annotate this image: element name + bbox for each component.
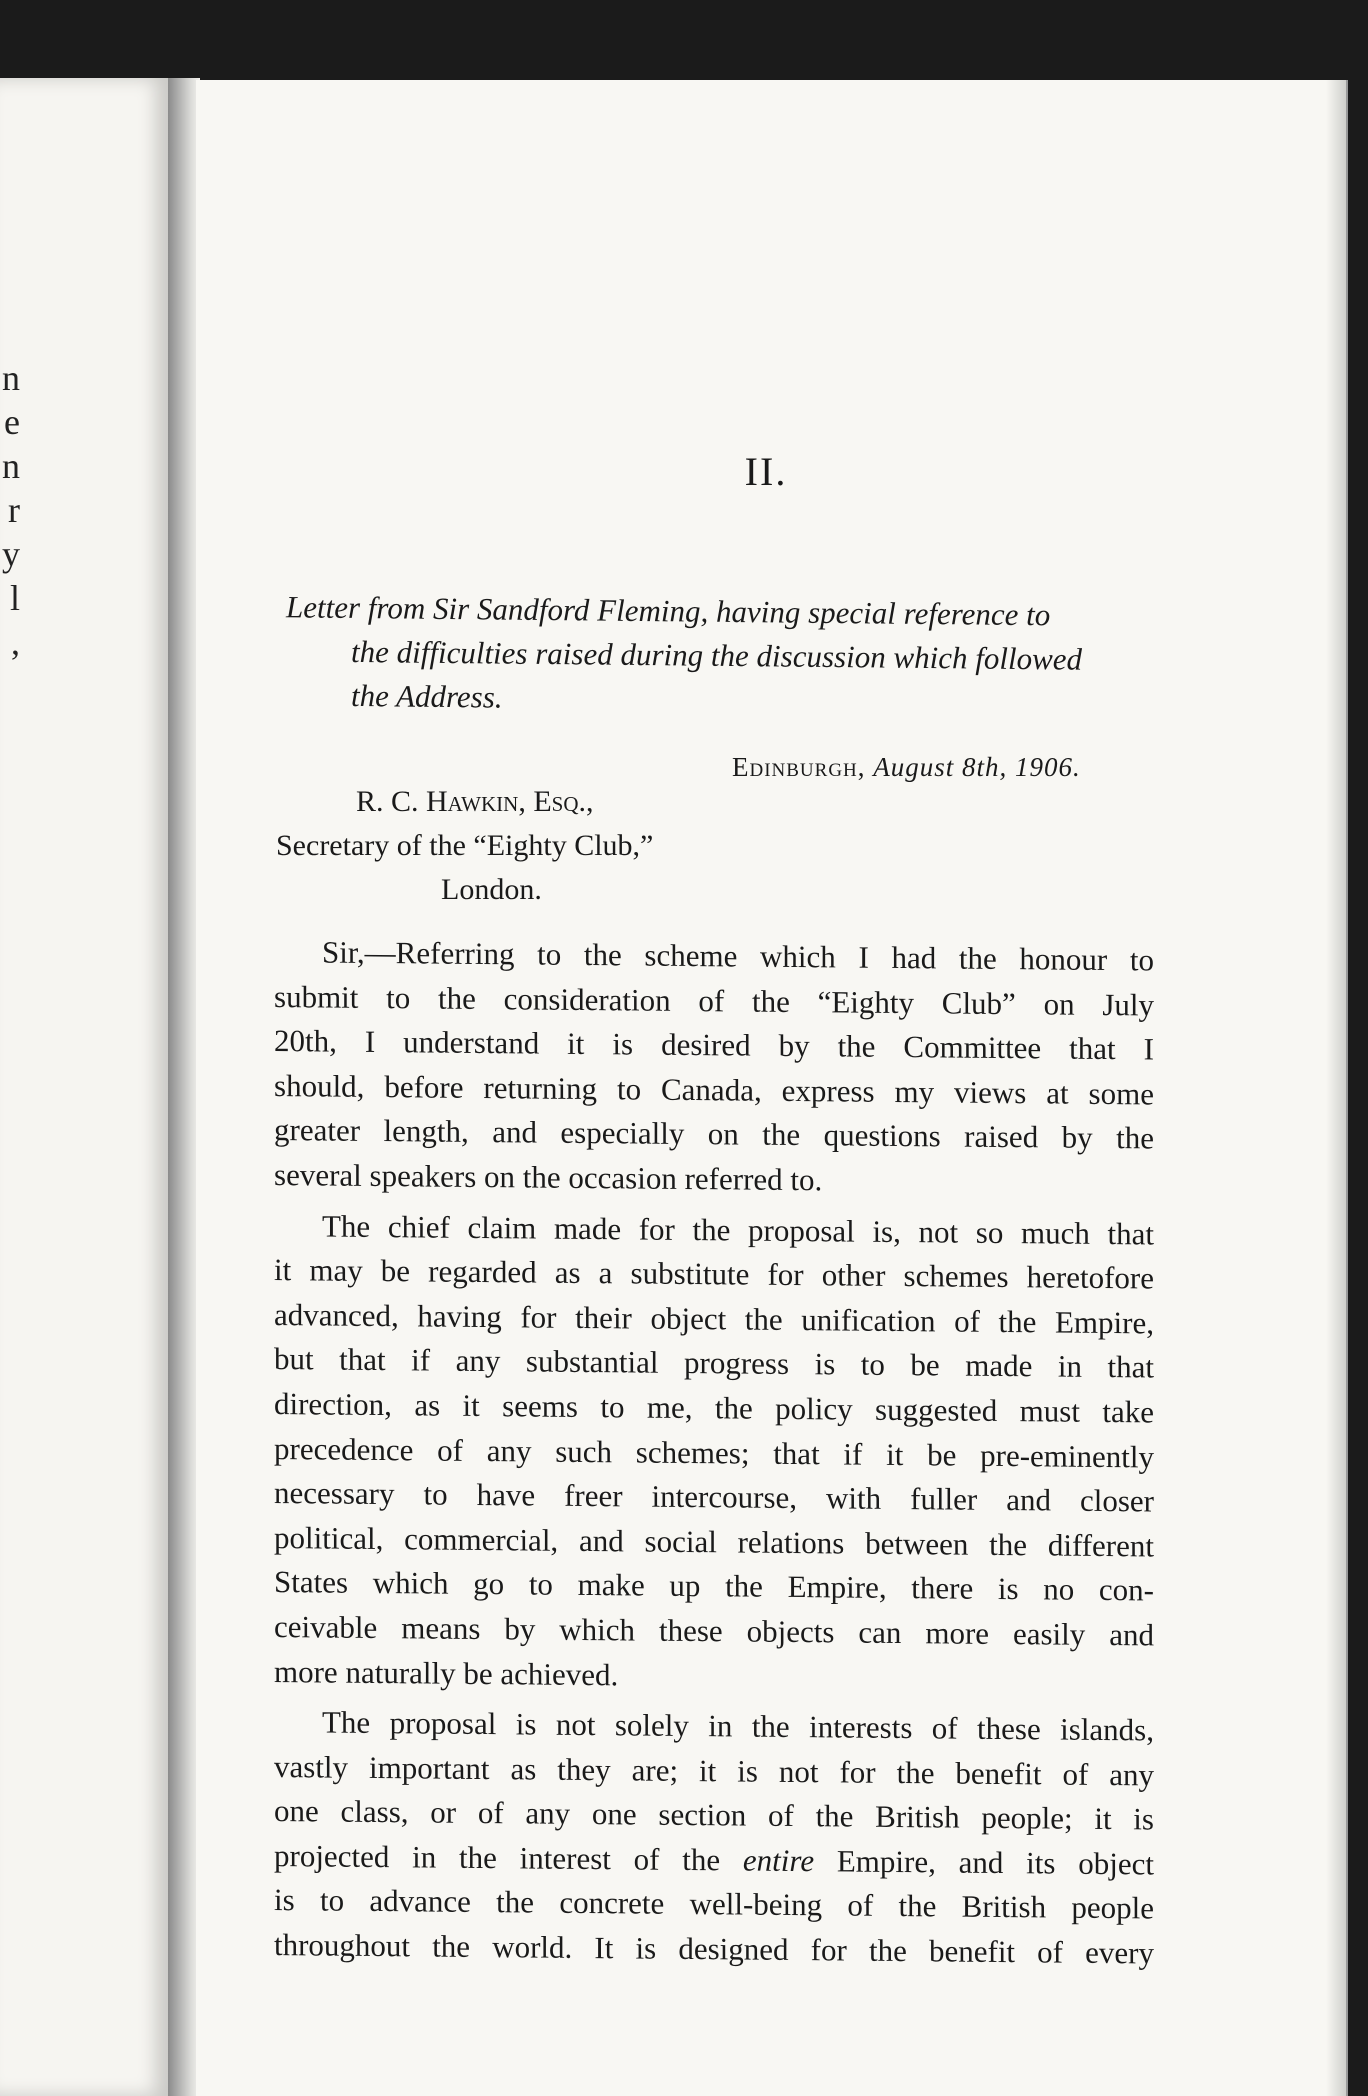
text-line: political, commercial, and social relations between the different [274,1519,1154,1564]
text-line: 20th, I understand it is desired by the Committee that I [274,1023,1154,1067]
left-frag-line: n [2,446,20,486]
letter-heading [286,585,1186,726]
recipient-address [276,780,653,912]
recipient-city: London. [441,873,542,906]
text-line: several speakers on the occasion referred to. [274,1156,823,1198]
text-line: advanced, having for their object the unification of the Empire, [274,1296,1154,1341]
text-line: but that if any substantial progress is to be made in that [274,1341,1154,1385]
heading-line: the Address. [351,677,503,715]
left-page [0,78,170,2096]
text-line: ceivable means by which these objects can more easily and [274,1608,1154,1653]
dateline [732,752,1081,783]
text-line: it may be regarded as a substitute for other schemes heretofore [274,1252,1154,1296]
text-line: throughout the world. It is designed for the benefit of every [274,1927,1154,1971]
text-line: direction, as it seems to me, the policy suggested must take [274,1385,1154,1430]
recipient-name: R. C. Hawkin, Esq., [356,785,594,818]
left-frag-line: , [11,622,20,662]
paragraph [274,1204,1154,1703]
text-line: vastly important as they are; it is not for the benefit of any [274,1748,1154,1793]
paragraph [274,1700,1154,1976]
left-frag-line: l [9,578,20,618]
text-line: submit to the consideration of the “Eighty Club” on July [274,978,1154,1023]
paragraph [274,930,1154,1206]
text-line: precedence of any such schemes; that if it be pre-eminently [274,1430,1154,1474]
chapter-number: II. [744,449,788,494]
text-line: necessary to have freer intercourse, with fuller and closer [274,1475,1154,1519]
left-page-text-fragment [0,356,20,664]
dateline-place: Edinburgh, [732,752,866,782]
left-frag-line: e [4,402,20,442]
left-frag-line: n [2,358,20,398]
text-line: States which go to make up the Empire, there is no con- [274,1564,1154,1608]
letter-body [274,930,1154,1976]
text-line: The proposal is not solely in the interests of these islands, [322,1704,1154,1748]
text-line: should, before returning to Canada, express my views at some [274,1067,1154,1112]
heading-line: the difficulties raised during the discussion which followed [351,633,1083,677]
left-frag-line: y [2,534,20,574]
left-frag-line: r [8,490,20,530]
text-line: The chief claim made for the proposal is, not so much that [322,1208,1154,1252]
text-line: Sir,—Referring to the scheme which I had the honour to [322,934,1154,978]
text-line: one class, or of any one section of the British people; it is [274,1793,1154,1837]
recipient-title: Secretary of the “Eighty Club,” [276,829,654,862]
text-line: is to advance the concrete well-being of the British people [274,1882,1154,1926]
text-line: greater length, and especially on the questions raised by the [274,1112,1154,1156]
text-line: more naturally be achieved. [274,1653,619,1692]
heading-line: Letter from Sir Sandford Fleming, having special reference to [286,589,1051,633]
dateline-date: August 8th, 1906. [873,752,1081,782]
emphasis-word: entire [742,1842,815,1879]
text-line: projected in the interest of the entire Empire, and its object [274,1837,1154,1882]
right-page [196,80,1346,2096]
